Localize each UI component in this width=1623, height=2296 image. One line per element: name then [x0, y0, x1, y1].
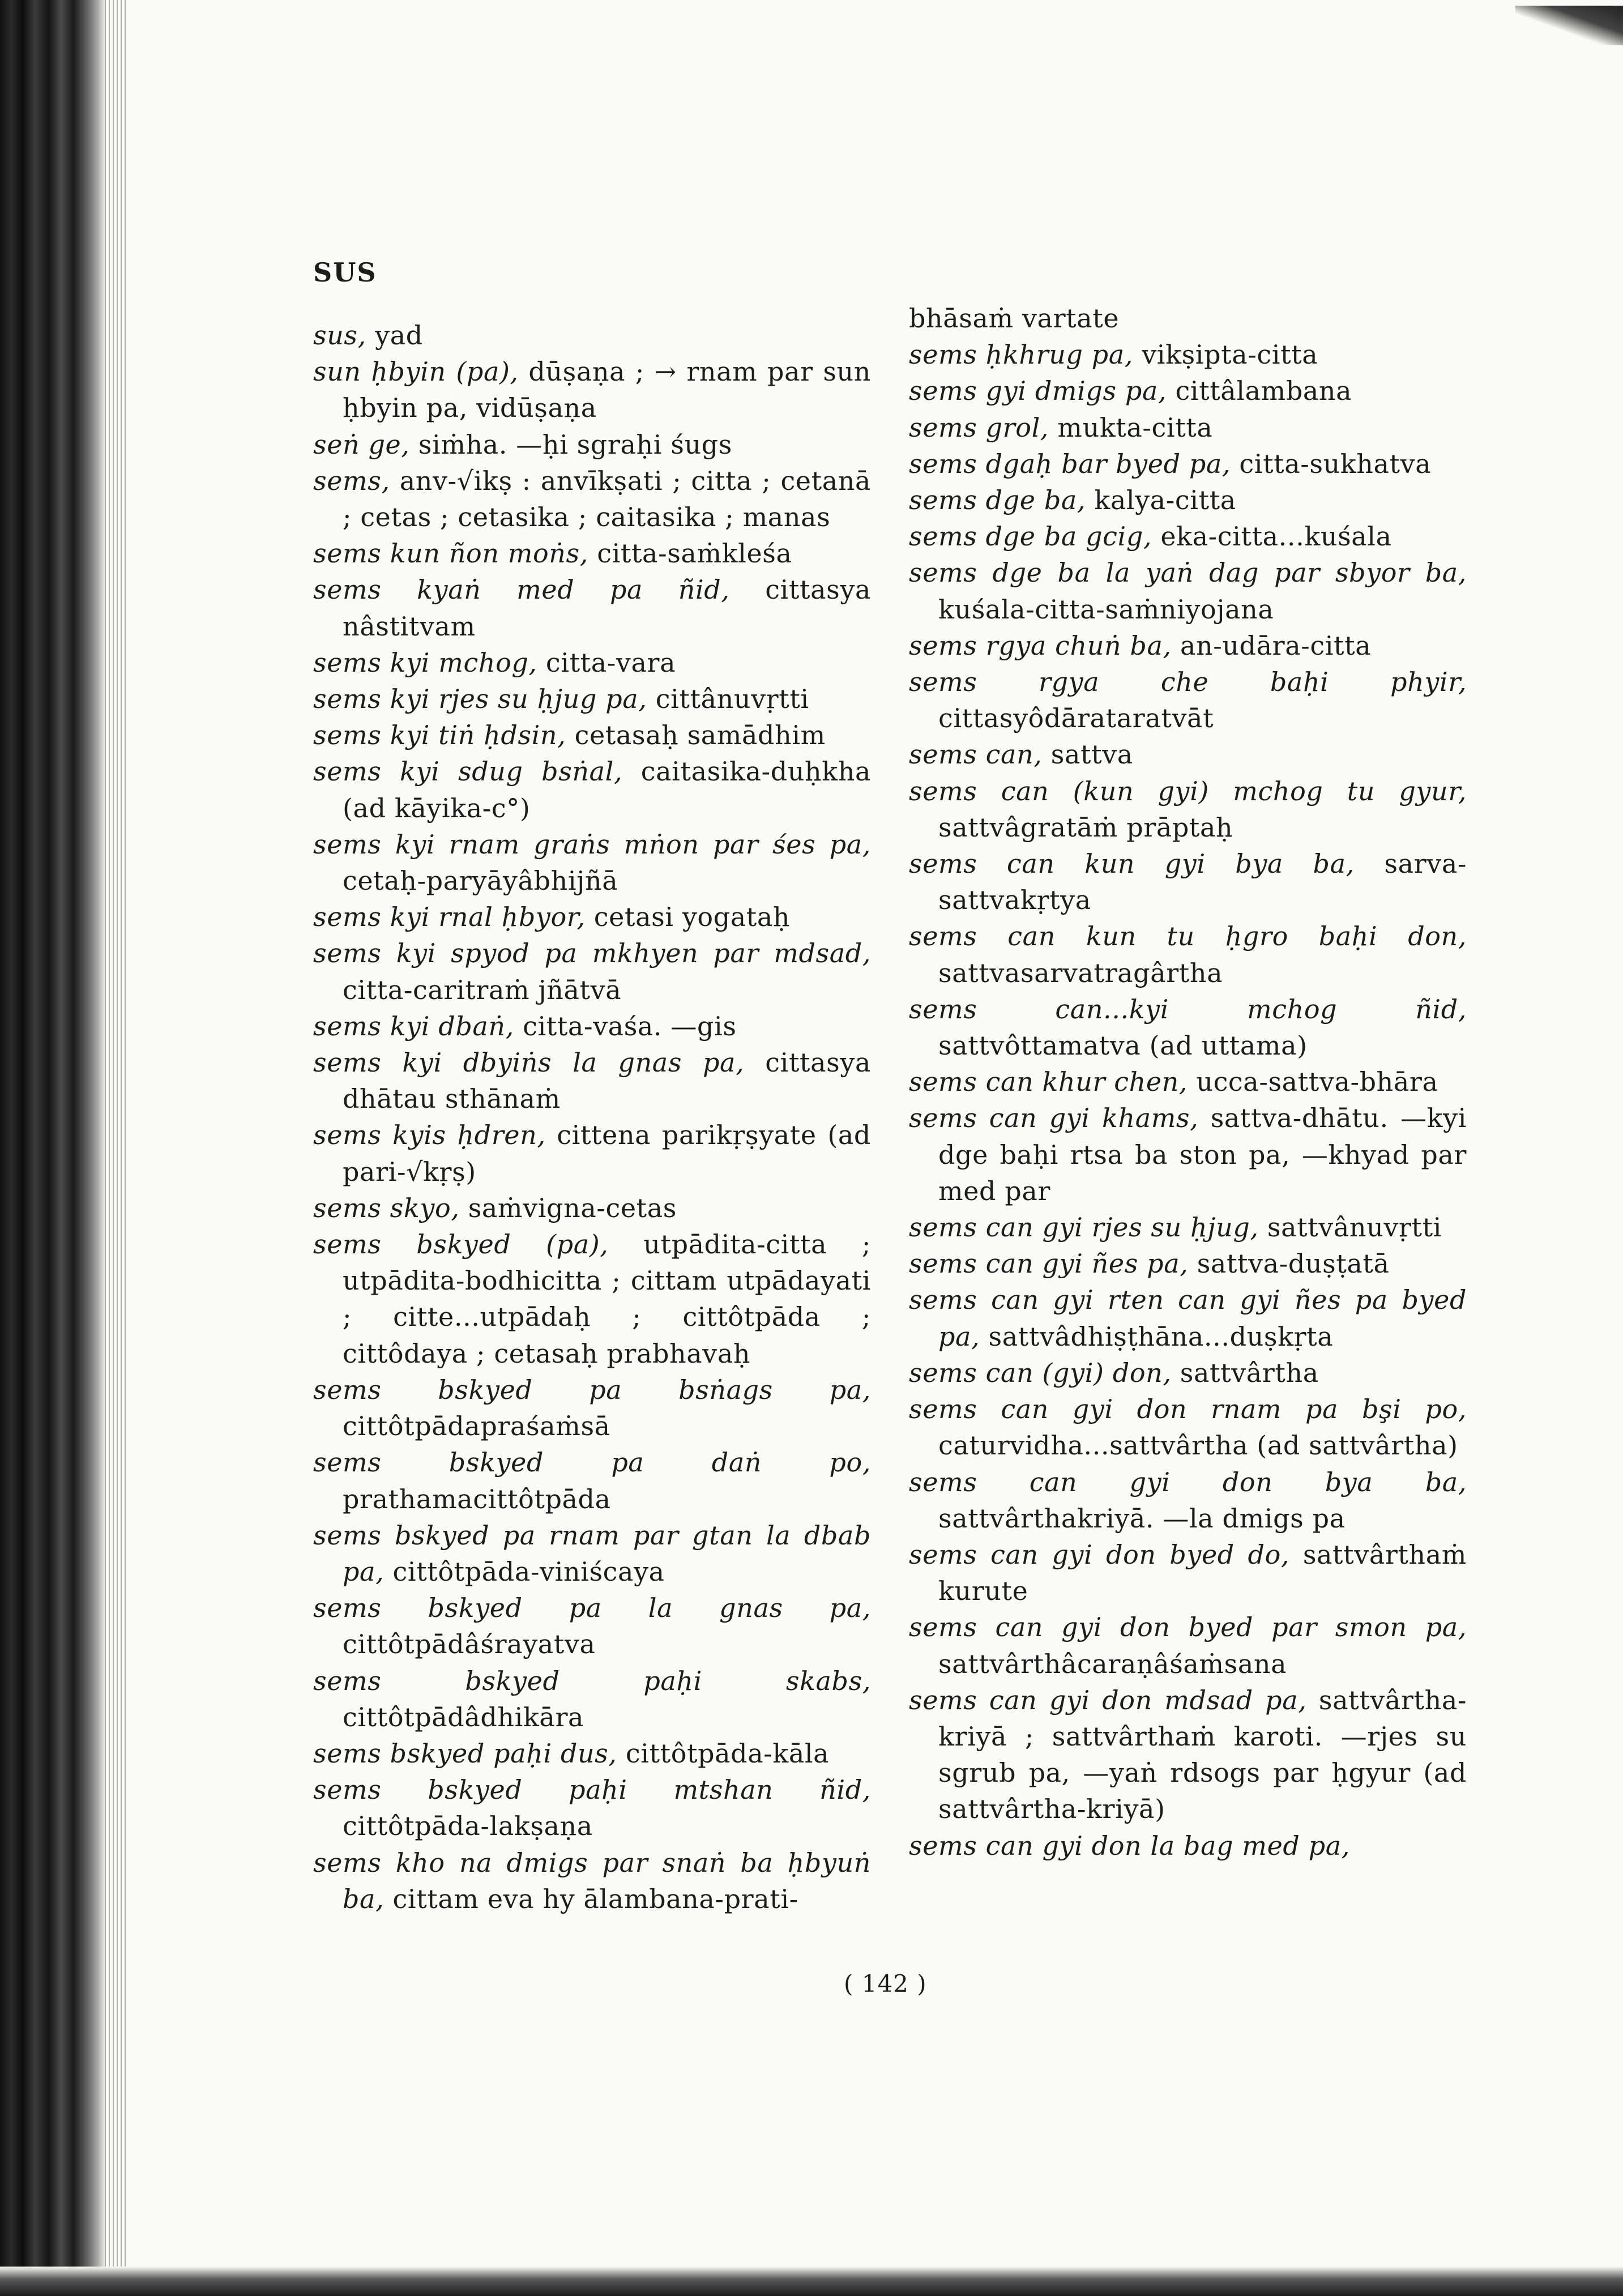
page-number: ( 142 ): [844, 1970, 927, 1998]
dictionary-entry: [313, 753, 871, 826]
dictionary-entry: [909, 1100, 1467, 1209]
sanskrit-equivalent: vikṣipta-citta: [1142, 339, 1318, 370]
dictionary-entry: [909, 664, 1467, 736]
tibetan-headword: seṅ ge,: [313, 429, 410, 460]
dictionary-entry: [909, 373, 1467, 409]
tibetan-headword: sems kyi tiṅ ḥdsin,: [313, 720, 566, 751]
tibetan-headword: sems bskyed paḥi skabs,: [313, 1665, 871, 1696]
sanskrit-equivalent: sattvâdhiṣṭhāna...duṣkṛta: [988, 1321, 1334, 1352]
book-binding-gutter: [0, 0, 105, 2296]
sanskrit-equivalent: cittôtpāda-viniścaya: [392, 1556, 665, 1587]
tibetan-headword: sems bskyed pa la gnas pa,: [313, 1593, 871, 1624]
dictionary-entry: [313, 645, 871, 681]
dictionary-entry: [909, 1282, 1467, 1354]
scan-corner-shadow: [1515, 6, 1623, 45]
dictionary-entry: [909, 518, 1467, 554]
tibetan-headword: sems,: [313, 465, 390, 496]
sanskrit-equivalent: ucca-sattva-bhāra: [1196, 1066, 1438, 1098]
dictionary-entry: [909, 446, 1467, 482]
tibetan-headword: sems can gyi don bya ba,: [909, 1466, 1467, 1497]
running-head: SUS: [313, 257, 377, 288]
tibetan-headword: sems ḥkhrug pa,: [909, 339, 1133, 370]
tibetan-headword: sems kho na dmigs par snaṅ ba ḥbyuṅ ba,: [313, 1847, 871, 1914]
tibetan-headword: sems can (kun gyi) mchog tu gyur,: [909, 775, 1467, 806]
dictionary-entry: [909, 991, 1467, 1064]
tibetan-headword: sems kyi rjes su ḥjug pa,: [313, 684, 647, 715]
tibetan-headword: sems skyo,: [313, 1192, 460, 1223]
dictionary-entry: [313, 535, 871, 571]
sanskrit-equivalent: eka-citta...kuśala: [1160, 521, 1392, 552]
tibetan-headword: sems kyi mchog,: [313, 647, 537, 678]
sanskrit-equivalent: cittena parikṛṣyate (ad pari-√kṛṣ): [343, 1120, 871, 1187]
left-column: [313, 317, 871, 1917]
dictionary-entry: [909, 1464, 1467, 1537]
tibetan-headword: sus,: [313, 320, 366, 351]
dictionary-entry: [313, 1190, 871, 1226]
dictionary-entry: [909, 1537, 1467, 1609]
sanskrit-equivalent: cittôtpāda-lakṣaṇa: [343, 1811, 593, 1842]
dictionary-entry: [909, 409, 1467, 446]
dictionary-entry: [313, 1590, 871, 1662]
page-edge-lines: [105, 0, 126, 2296]
sanskrit-equivalent: citta-caritraṁ jñātvā: [343, 974, 622, 1005]
dictionary-entry: [909, 736, 1467, 773]
tibetan-headword: sems can kun gyi bya ba,: [909, 848, 1355, 880]
dictionary-entry: [909, 482, 1467, 518]
dictionary-entry: [313, 426, 871, 463]
dictionary-entry: [313, 571, 871, 644]
sanskrit-equivalent: anv-√ikṣ : anvīkṣati ; citta ; cetanā ; cetas ; cetasika ; caitasika ; manas: [343, 465, 871, 533]
tibetan-headword: sems kyaṅ med pa ñid,: [313, 574, 730, 605]
dictionary-entry: [909, 846, 1467, 918]
sanskrit-equivalent: sattvânuvṛtti: [1267, 1212, 1442, 1243]
sanskrit-equivalent: sattvârthakriyā. —la dmigs pa: [938, 1503, 1346, 1534]
dictionary-entry: [313, 1663, 871, 1735]
tibetan-headword: sems dge ba,: [909, 485, 1086, 516]
sanskrit-equivalent: citta-saṁkleśa: [597, 538, 792, 569]
dictionary-entry: [313, 1008, 871, 1044]
dictionary-entry: [313, 317, 871, 353]
dictionary-entry: [313, 1117, 871, 1189]
dictionary-entry: [313, 935, 871, 1008]
sanskrit-equivalent: sattvasarvatragârtha: [938, 957, 1223, 988]
dictionary-entry: [313, 681, 871, 717]
tibetan-headword: sems can gyi khams,: [909, 1103, 1199, 1134]
tibetan-headword: sems can (gyi) don,: [909, 1357, 1172, 1388]
tibetan-headword: sems can khur chen,: [909, 1066, 1188, 1098]
sanskrit-equivalent: sattvôttamatva (ad uttama): [938, 1030, 1308, 1061]
tibetan-headword: sems kyi spyod pa mkhyen par mdsad,: [313, 938, 871, 969]
dictionary-entry: [313, 1772, 871, 1844]
sanskrit-equivalent: cittam eva hy ālambana-prati-: [392, 1883, 798, 1914]
tibetan-headword: sems can gyi ñes pa,: [909, 1248, 1189, 1279]
dictionary-entry: [909, 1682, 1467, 1828]
dictionary-entry: [909, 300, 1467, 336]
dictionary-entry: [313, 717, 871, 753]
right-column: [909, 300, 1467, 1864]
sanskrit-equivalent: bhāsaṁ vartate: [909, 303, 1120, 334]
tibetan-headword: sems rgya che baḥi phyir,: [909, 667, 1467, 698]
dictionary-entry: [313, 353, 871, 426]
sanskrit-equivalent: sattva: [1050, 739, 1133, 770]
sanskrit-equivalent: caturvidha...sattvârtha (ad sattvârtha): [938, 1430, 1458, 1461]
dictionary-entry: [313, 1372, 871, 1444]
dictionary-entry: [313, 1226, 871, 1372]
tibetan-headword: sems dge ba la yaṅ dag par sbyor ba,: [909, 557, 1467, 588]
dictionary-entry: [909, 918, 1467, 991]
sanskrit-equivalent: sattvârthaṁ kurute: [938, 1539, 1467, 1607]
sanskrit-equivalent: siṁha. —ḥi sgraḥi śugs: [418, 429, 732, 460]
sanskrit-equivalent: an-udāra-citta: [1180, 630, 1372, 661]
sanskrit-equivalent: mukta-citta: [1057, 412, 1213, 443]
tibetan-headword: sems kyi dbaṅ,: [313, 1010, 514, 1042]
sanskrit-equivalent: citta-sukhatva: [1239, 448, 1432, 479]
tibetan-headword: sems kyis ḥdren,: [313, 1120, 546, 1151]
sanskrit-equivalent: cetasi yogataḥ: [593, 902, 791, 933]
sanskrit-equivalent: cittôtpāda-kāla: [625, 1738, 830, 1769]
dictionary-entry: [909, 336, 1467, 373]
sanskrit-equivalent: sarva-sattvakṛtya: [938, 848, 1467, 916]
sanskrit-equivalent: yad: [375, 320, 423, 351]
sanskrit-equivalent: sattva-dhātu. —kyi dge baḥi rtsa ba ston pa, —khyad par med par: [938, 1103, 1467, 1206]
dictionary-entry: [909, 1391, 1467, 1463]
dictionary-entry: [313, 1517, 871, 1590]
dictionary-entry: [909, 1064, 1467, 1100]
sanskrit-equivalent: cittâlambana: [1175, 375, 1352, 407]
tibetan-headword: sems grol,: [909, 412, 1049, 443]
tibetan-headword: sems can gyi rten can gyi ñes pa byed pa,: [909, 1284, 1467, 1352]
tibetan-headword: sems kyi rnam graṅs mṅon par śes pa,: [313, 829, 871, 860]
sanskrit-equivalent: cittânuvṛtti: [655, 684, 809, 715]
tibetan-headword: sems kyi sdug bsṅal,: [313, 756, 623, 787]
dictionary-entry: [909, 628, 1467, 664]
sanskrit-equivalent: dūṣaṇa ; → rnam par sun ḥbyin pa, vidūṣaṇa: [343, 356, 871, 424]
tibetan-headword: sems bskyed pa rnam par gtan la dbab pa,: [313, 1520, 871, 1587]
tibetan-headword: sems dgaḥ bar byed pa,: [909, 448, 1231, 479]
sanskrit-equivalent: citta-vaśa. —gis: [523, 1010, 737, 1042]
tibetan-headword: sems bskyed (pa),: [313, 1229, 609, 1260]
tibetan-headword: sun ḥbyin (pa),: [313, 356, 519, 387]
tibetan-headword: sems bskyed pa daṅ po,: [313, 1447, 871, 1478]
tibetan-headword: sems bskyed paḥi dus,: [313, 1738, 617, 1769]
sanskrit-equivalent: cetasaḥ samādhim: [574, 720, 826, 751]
sanskrit-equivalent: cittôtpādâśrayatva: [343, 1629, 596, 1660]
tibetan-headword: sems can...kyi mchog ñid,: [909, 993, 1467, 1025]
sanskrit-equivalent: cittasyôdārataratvāt: [938, 703, 1214, 734]
dictionary-entry: [909, 1209, 1467, 1245]
dictionary-entry: [313, 899, 871, 935]
tibetan-headword: sems can kun tu ḥgro baḥi don,: [909, 921, 1467, 952]
tibetan-headword: sems can gyi don byed par smon pa,: [909, 1612, 1467, 1643]
tibetan-headword: sems can gyi rjes su ḥjug,: [909, 1212, 1259, 1243]
sanskrit-equivalent: cittôtpādapraśaṁsā: [343, 1411, 610, 1442]
tibetan-headword: sems bskyed pa bsṅags pa,: [313, 1374, 871, 1405]
sanskrit-equivalent: citta-vara: [545, 647, 676, 678]
dictionary-entry: [313, 463, 871, 535]
dictionary-entry: [313, 1845, 871, 1917]
sanskrit-equivalent: utpādita-citta ; utpādita-bodhicitta ; cittam utpādayati ; citte...utpādaḥ ; cittôtpāda ; cittôdaya ; cetasaḥ prabhavaḥ: [343, 1229, 871, 1369]
dictionary-entry: [313, 1735, 871, 1772]
dictionary-entry: [909, 1609, 1467, 1682]
sanskrit-equivalent: cetaḥ-paryāyâbhijñā: [343, 865, 618, 897]
tibetan-headword: sems dge ba gcig,: [909, 521, 1152, 552]
sanskrit-equivalent: cittôtpādâdhikāra: [343, 1701, 584, 1732]
dictionary-entry: [909, 773, 1467, 846]
sanskrit-equivalent: kalya-citta: [1094, 485, 1236, 516]
dictionary-entry: [909, 1355, 1467, 1391]
tibetan-headword: sems kun ñon moṅs,: [313, 538, 588, 569]
tibetan-headword: sems kyi rnal ḥbyor,: [313, 902, 586, 933]
sanskrit-equivalent: sattvâgratāṁ prāptaḥ: [938, 812, 1233, 843]
sanskrit-equivalent: saṁvigna-cetas: [468, 1192, 677, 1223]
tibetan-headword: sems can,: [909, 739, 1043, 770]
sanskrit-equivalent: sattvârtha: [1180, 1357, 1319, 1388]
scan-bottom-edge: [0, 2267, 1623, 2296]
dictionary-entry: [909, 1245, 1467, 1282]
dictionary-entry: [909, 554, 1467, 627]
sanskrit-equivalent: prathamacittôtpāda: [343, 1483, 611, 1514]
dictionary-entry: [313, 1444, 871, 1517]
tibetan-headword: sems can gyi don mdsad pa,: [909, 1684, 1307, 1715]
sanskrit-equivalent: cittasya dhātau sthānaṁ: [343, 1047, 871, 1115]
tibetan-headword: sems kyi dbyiṅs la gnas pa,: [313, 1047, 745, 1078]
tibetan-headword: sems gyi dmigs pa,: [909, 375, 1167, 407]
sanskrit-equivalent: caitasika-duḥkha (ad kāyika-c°): [343, 756, 871, 823]
dictionary-entry: [313, 826, 871, 899]
dictionary-entry: [909, 1828, 1467, 1864]
sanskrit-equivalent: cittasya nâstitvam: [343, 574, 871, 642]
dictionary-entry: [313, 1044, 871, 1117]
sanskrit-equivalent: sattvârthâcaraṇâśaṁsana: [938, 1648, 1287, 1679]
tibetan-headword: sems rgya chuṅ ba,: [909, 630, 1172, 661]
sanskrit-equivalent: sattva-duṣṭatā: [1197, 1248, 1390, 1279]
tibetan-headword: sems can gyi don la bag med pa,: [909, 1830, 1350, 1861]
tibetan-headword: sems bskyed paḥi mtshan ñid,: [313, 1774, 871, 1806]
tibetan-headword: sems can gyi don rnam pa bşi po,: [909, 1394, 1467, 1425]
tibetan-headword: sems can gyi don byed do,: [909, 1539, 1290, 1570]
sanskrit-equivalent: kuśala-citta-saṁniyojana: [938, 594, 1274, 625]
sanskrit-equivalent: sattvârtha-kriyā ; sattvârthaṁ karoti. —rjes su sgrub pa, —yaṅ rdsogs par ḥgyur (ad sattvârtha-kriyā): [938, 1684, 1467, 1825]
